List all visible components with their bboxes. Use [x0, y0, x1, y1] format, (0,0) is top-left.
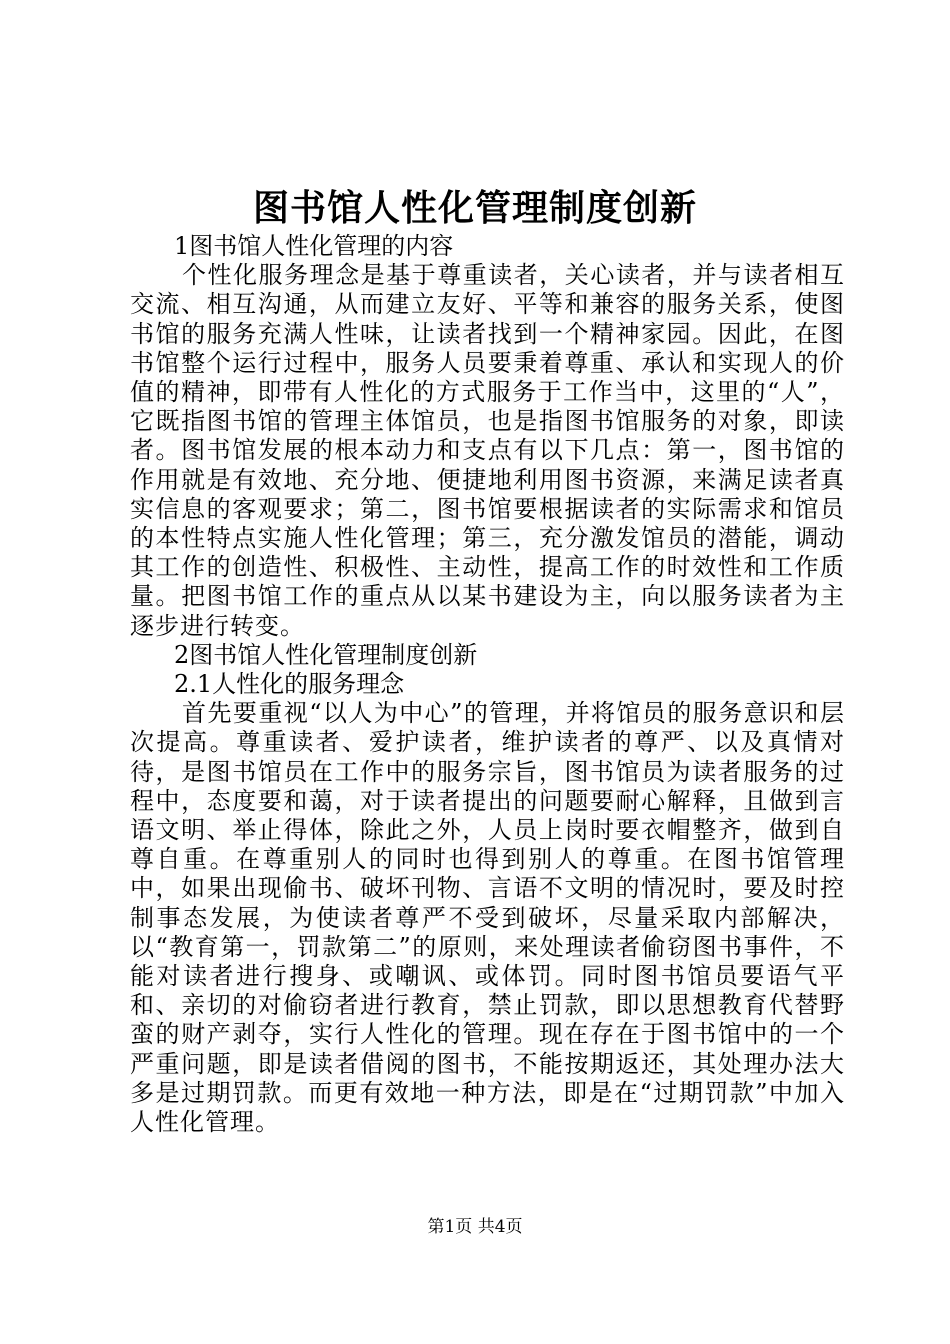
document-body — [130, 232, 845, 1137]
paragraph-1: 个性化服务理念是基于尊重读者，关心读者，并与读者相互交流、相互沟通，从而建立友好、平等和兼容的服务关系，使图书馆的服务充满人性味，让读者找到一个精神家园。因此，在图书馆整个运行过程中，服务人员要秉着尊重、承认和实现人的价值的精神，即带有人性化的方式服务于工作当中，这里的“人”，它既指图书馆的管理主体馆员，也是指图书馆服务的对象，即读者。图书馆发展的根本动力和支点有以下几点：第一，图书馆的作用就是有效地、充分地、便捷地利用图书资源，来满足读者真实信息的客观要求；第二，图书馆要根据读者的实际需求和馆员的本性特点实施人性化管理；第三，充分激发馆员的潜能，调动其工作的创造性、积极性、主动性，提高工作的时效性和工作质量。把图书馆工作的重点从以某书建设为主，向以服务读者为主逐步进行转变。 — [130, 261, 845, 640]
document-title: 图书馆人性化管理制度创新 — [252, 187, 697, 229]
section-heading-2: 2图书馆人性化管理制度创新 — [174, 640, 478, 669]
section-heading-1: 1图书馆人性化管理的内容 — [174, 232, 454, 260]
page-footer: 第1页 共4页 — [427, 1217, 523, 1237]
paragraph-2: 首先要重视“以人为中心”的管理，并将馆员的服务意识和层次提高。尊重读者、爱护读者，维护读者的尊严、以及真情对待，是图书馆员在工作中的服务宗旨，图书馆员为读者服务的过程中，态度要和蔼，对于读者提出的问题要耐心解释，且做到言语文明、举止得体，除此之外，人员上岗时要衣帽整齐，做到自尊自重。在尊重别人的同时也得到别人的尊重。在图书馆管理中，如果出现偷书、破坏刊物、言语不文明的情况时，要及时控制事态发展，为使读者尊严不受到破坏，尽量采取内部解决，以“教育第一，罚款第二”的原则，来处理读者偷窃图书事件，不能对读者进行搜身、或嘲讽、或体罚。同时图书馆员要语气平和、亲切的对偷窃者进行教育，禁止罚款，即以思想教育代替野蛮的财产剥夺，实行人性化的管理。现在存在于图书馆中的一个严重问题，即是读者借阅的图书，不能按期返还，其处理办法大多是过期罚款。而更有效地一种方法，即是在“过期罚款”中加入人性化管理。 — [130, 699, 845, 1137]
subsection-heading-2-1: 2.1人性化的服务理念 — [174, 670, 405, 699]
